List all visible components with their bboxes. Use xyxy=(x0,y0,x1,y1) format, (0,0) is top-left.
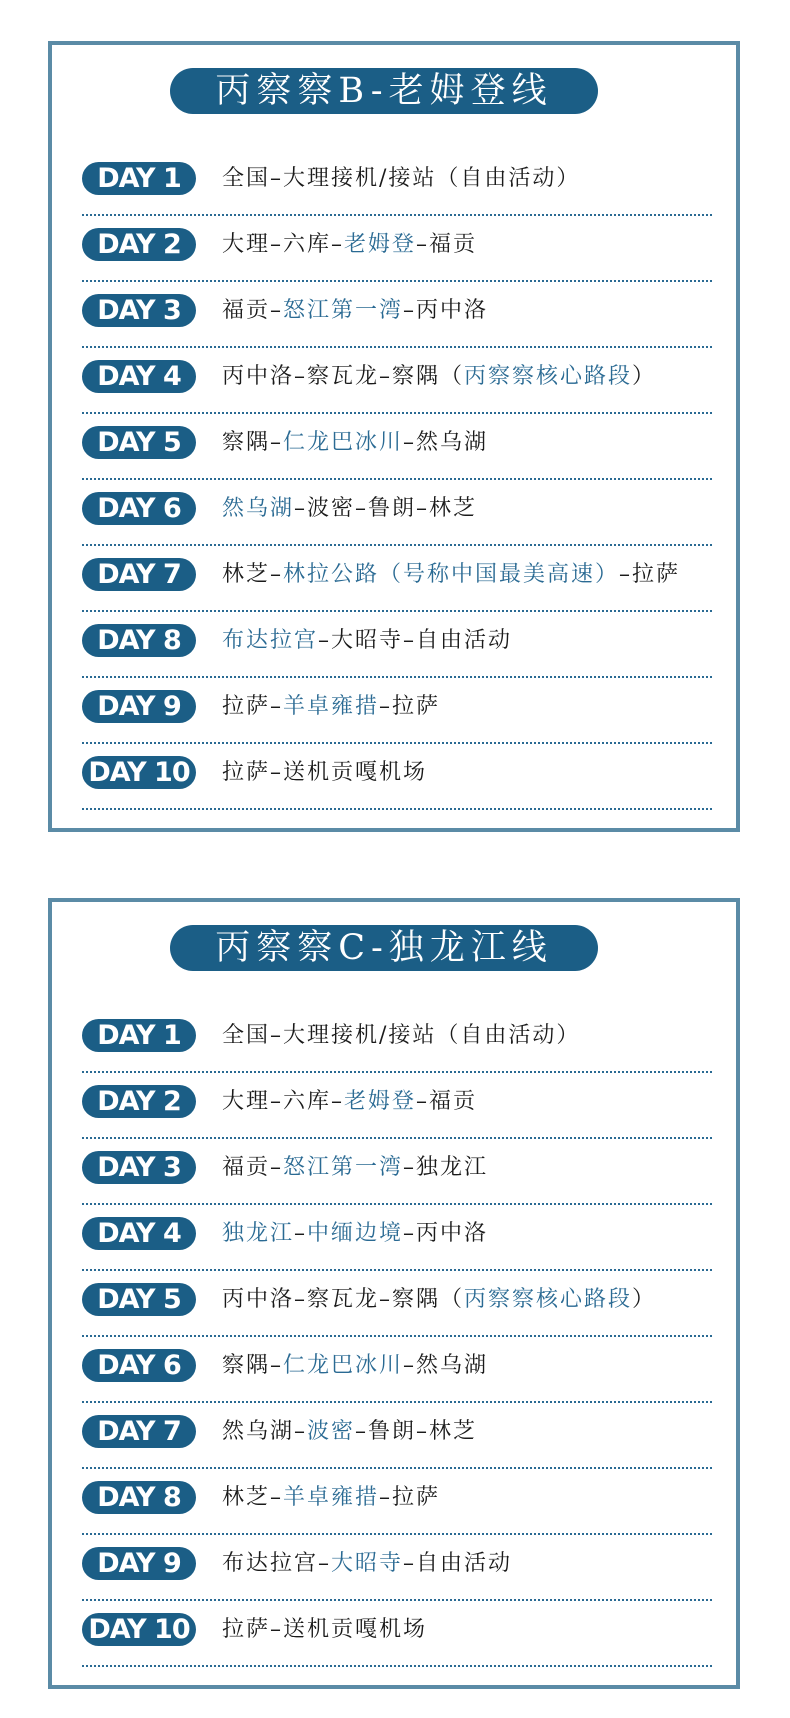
route-highlight: 林拉公路（号称中国最美高速） xyxy=(283,562,620,587)
day-route xyxy=(222,1349,488,1382)
day-route xyxy=(222,1019,580,1052)
route-text: ） xyxy=(632,1287,657,1312)
day-row xyxy=(82,348,712,414)
day-route xyxy=(222,1481,440,1514)
day-badge: DAY 6 xyxy=(82,1349,196,1382)
day-row xyxy=(82,480,712,546)
route-text: 拉萨– xyxy=(222,694,284,719)
route-text: –然乌湖 xyxy=(403,1353,489,1378)
route-text: –福贡 xyxy=(416,1089,478,1114)
route-highlight: 老姆登 xyxy=(344,1089,417,1114)
day-badge: DAY 1 xyxy=(82,1019,196,1052)
route-highlight: 丙察察核心路段 xyxy=(464,1287,633,1312)
day-row xyxy=(82,1139,712,1205)
route-text: –独龙江 xyxy=(403,1155,489,1180)
route-highlight: 羊卓雍措 xyxy=(283,694,380,719)
route-text: – xyxy=(294,1221,308,1246)
card-title: 丙察察C-独龙江线 xyxy=(170,925,598,971)
route-highlight: 仁龙巴冰川 xyxy=(283,430,404,455)
route-text: 全国–大理接机/接站（自由活动） xyxy=(222,166,581,191)
day-row xyxy=(82,414,712,480)
route-text: 察隅– xyxy=(222,430,284,455)
day-row xyxy=(82,1535,712,1601)
route-text: –然乌湖 xyxy=(403,430,489,455)
day-route xyxy=(222,690,440,723)
itinerary-card-b xyxy=(48,41,740,832)
route-text: –拉萨 xyxy=(619,562,681,587)
day-row xyxy=(82,1205,712,1271)
day-badge: DAY 7 xyxy=(82,1415,196,1448)
day-route xyxy=(222,1613,427,1646)
day-row xyxy=(82,150,712,216)
day-badge: DAY 6 xyxy=(82,492,196,525)
day-list xyxy=(82,150,712,810)
day-route xyxy=(222,1085,477,1118)
route-highlight: 丙察察核心路段 xyxy=(464,364,633,389)
day-route xyxy=(222,228,477,261)
day-row xyxy=(82,216,712,282)
day-route xyxy=(222,360,656,393)
day-route xyxy=(222,162,580,195)
route-text: –大昭寺–自由活动 xyxy=(318,628,513,653)
day-row xyxy=(82,612,712,678)
route-highlight: 老姆登 xyxy=(344,232,417,257)
day-badge: DAY 5 xyxy=(82,1283,196,1316)
route-text: 丙中洛–察瓦龙–察隅（ xyxy=(222,364,465,389)
day-row xyxy=(82,282,712,348)
day-route xyxy=(222,1217,488,1250)
day-badge: DAY 3 xyxy=(82,1151,196,1184)
day-route xyxy=(222,1151,488,1184)
route-highlight: 怒江第一湾 xyxy=(283,298,404,323)
day-row xyxy=(82,1337,712,1403)
route-text: 福贡– xyxy=(222,1155,284,1180)
day-badge: DAY 7 xyxy=(82,558,196,591)
day-route xyxy=(222,558,680,591)
route-text: –丙中洛 xyxy=(403,298,489,323)
route-highlight: 独龙江 xyxy=(222,1221,295,1246)
day-route xyxy=(222,426,488,459)
route-highlight: 仁龙巴冰川 xyxy=(283,1353,404,1378)
day-row xyxy=(82,1601,712,1667)
route-text: 大理–六库– xyxy=(222,1089,345,1114)
route-highlight: 中缅边境 xyxy=(307,1221,404,1246)
route-text: 丙中洛–察瓦龙–察隅（ xyxy=(222,1287,465,1312)
day-route xyxy=(222,624,512,657)
route-text: –自由活动 xyxy=(403,1551,513,1576)
card-title: 丙察察B-老姆登线 xyxy=(170,68,598,114)
route-text: 然乌湖– xyxy=(222,1419,308,1444)
route-text: 林芝– xyxy=(222,562,284,587)
route-text: 林芝– xyxy=(222,1485,284,1510)
route-text: 福贡– xyxy=(222,298,284,323)
route-text: –丙中洛 xyxy=(403,1221,489,1246)
route-text: –鲁朗–林芝 xyxy=(355,1419,478,1444)
route-text: –福贡 xyxy=(416,232,478,257)
day-row xyxy=(82,1073,712,1139)
day-route xyxy=(222,1415,477,1448)
route-text: ） xyxy=(632,364,657,389)
day-badge: DAY 9 xyxy=(82,1547,196,1580)
day-badge: DAY 9 xyxy=(82,690,196,723)
route-text: 拉萨–送机贡嘎机场 xyxy=(222,1617,428,1642)
day-route xyxy=(222,492,477,525)
day-row xyxy=(82,546,712,612)
day-route xyxy=(222,1547,512,1580)
day-row xyxy=(82,1007,712,1073)
day-route xyxy=(222,1283,656,1316)
day-row xyxy=(82,1403,712,1469)
route-highlight: 波密 xyxy=(307,1419,356,1444)
day-badge: DAY 8 xyxy=(82,624,196,657)
day-badge: DAY 5 xyxy=(82,426,196,459)
day-route xyxy=(222,294,488,327)
day-row xyxy=(82,744,712,810)
day-badge: DAY 2 xyxy=(82,228,196,261)
route-text: 大理–六库– xyxy=(222,232,345,257)
day-badge: DAY 10 xyxy=(82,756,196,789)
route-text: 布达拉宫– xyxy=(222,1551,332,1576)
day-badge: DAY 4 xyxy=(82,1217,196,1250)
route-text: –拉萨 xyxy=(379,1485,441,1510)
day-list xyxy=(82,1007,712,1667)
day-badge: DAY 1 xyxy=(82,162,196,195)
route-text: 全国–大理接机/接站（自由活动） xyxy=(222,1023,581,1048)
route-text: –波密–鲁朗–林芝 xyxy=(294,496,478,521)
route-highlight: 羊卓雍措 xyxy=(283,1485,380,1510)
route-highlight: 大昭寺 xyxy=(331,1551,404,1576)
day-badge: DAY 10 xyxy=(82,1613,196,1646)
day-route xyxy=(222,756,427,789)
route-highlight: 然乌湖 xyxy=(222,496,295,521)
day-badge: DAY 3 xyxy=(82,294,196,327)
route-highlight: 怒江第一湾 xyxy=(283,1155,404,1180)
route-text: 察隅– xyxy=(222,1353,284,1378)
route-text: 拉萨–送机贡嘎机场 xyxy=(222,760,428,785)
day-row xyxy=(82,1469,712,1535)
day-badge: DAY 8 xyxy=(82,1481,196,1514)
route-text: –拉萨 xyxy=(379,694,441,719)
day-row xyxy=(82,678,712,744)
day-badge: DAY 2 xyxy=(82,1085,196,1118)
day-badge: DAY 4 xyxy=(82,360,196,393)
itinerary-card-c xyxy=(48,898,740,1689)
day-row xyxy=(82,1271,712,1337)
route-highlight: 布达拉宫 xyxy=(222,628,319,653)
